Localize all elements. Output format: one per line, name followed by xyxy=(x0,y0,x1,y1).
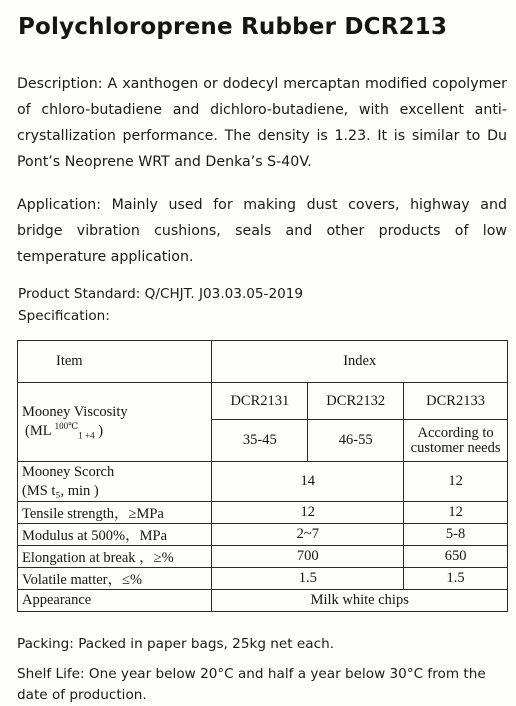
mooney-scorch-unit: (MS t₅, min ) xyxy=(22,482,99,499)
specification-label: Specification: xyxy=(18,308,110,324)
page-title: Polychloroprene Rubber DCR213 xyxy=(18,14,448,40)
item-header: Item xyxy=(18,341,212,383)
mooney-viscosity-dcr2132: 46-55 xyxy=(308,420,404,462)
specification-table xyxy=(17,340,508,612)
row-value-3: 650 xyxy=(404,546,508,568)
packing xyxy=(17,636,334,652)
grade-dcr2132: DCR2132 xyxy=(308,383,404,420)
row-label: Elongation at break ，≥% xyxy=(18,546,212,568)
unit-suffix: ) xyxy=(94,422,104,439)
mooney-viscosity-name: Mooney Viscosity xyxy=(22,403,128,420)
row-label: Modulus at 500%，MPa xyxy=(18,524,212,546)
mooney-viscosity-unit xyxy=(22,421,207,441)
row-label: Volatile matter，≤% xyxy=(18,568,212,590)
packing-label: Packing: xyxy=(17,636,74,652)
row-value-3: 12 xyxy=(404,502,508,524)
product-standard-value: Q/CHJT. J03.03.05-2019 xyxy=(140,286,304,302)
product-standard xyxy=(18,286,303,302)
unit-subscript: 1 +4 xyxy=(78,430,95,441)
description-text: A xanthogen or dodecyl mercaptan modified copolymer of chloro-butadiene and dichloro-butadiene, with excellent anti-crystallization performance. The density is 1.23. It is similar to Du Pont’s Neoprene WRT and Denka’s S-40V. xyxy=(17,76,507,170)
mooney-viscosity-dcr2133: According to customer needs xyxy=(404,420,508,462)
row-value-3: 1.5 xyxy=(404,568,508,590)
table-row xyxy=(18,524,508,546)
index-header: Index xyxy=(212,341,508,383)
application-text: Mainly used for making dust covers, highway and bridge vibration cushions, seals and other products of low temperature application. xyxy=(17,197,507,265)
unit-superscript: 100℃ xyxy=(54,420,79,431)
table-row xyxy=(18,502,508,524)
grade-dcr2131: DCR2131 xyxy=(212,383,308,420)
product-standard-label: Product Standard: xyxy=(18,286,141,302)
mooney-viscosity-label xyxy=(18,383,212,462)
shelf-life-label: Shelf Life: xyxy=(17,666,85,682)
mooney-scorch-dcr2133: 12 xyxy=(404,462,508,502)
row-value-12: 2~7 xyxy=(212,524,404,546)
shelf-life xyxy=(17,664,507,706)
mooney-viscosity-dcr2131: 35-45 xyxy=(212,420,308,462)
table-row xyxy=(18,590,508,612)
row-value-12: 700 xyxy=(212,546,404,568)
table-row xyxy=(18,568,508,590)
appearance-value: Milk white chips xyxy=(212,590,508,612)
table-row xyxy=(18,546,508,568)
description-paragraph xyxy=(17,71,507,175)
table-row xyxy=(18,383,508,420)
row-value-12: 12 xyxy=(212,502,404,524)
shelf-life-text: One year below 20°C and half a year below 30°C from the date of production. xyxy=(17,666,486,703)
packing-text: Packed in paper bags, 25kg net each. xyxy=(73,636,335,652)
unit-prefix: (ML xyxy=(25,422,55,439)
description-label: Description: xyxy=(17,76,103,92)
mooney-scorch-dcr2131-2132: 14 xyxy=(212,462,404,502)
row-value-12: 1.5 xyxy=(212,568,404,590)
appearance-label: Appearance xyxy=(18,590,212,612)
mooney-scorch-label xyxy=(18,462,212,502)
table-header-row xyxy=(18,341,508,383)
application-label: Application: xyxy=(17,197,102,213)
table-row xyxy=(18,462,508,502)
mooney-scorch-name: Mooney Scorch xyxy=(22,463,115,480)
row-value-3: 5-8 xyxy=(404,524,508,546)
row-label: Tensile strength，≥MPa xyxy=(18,502,212,524)
application-paragraph xyxy=(17,192,507,270)
grade-dcr2133: DCR2133 xyxy=(404,383,508,420)
